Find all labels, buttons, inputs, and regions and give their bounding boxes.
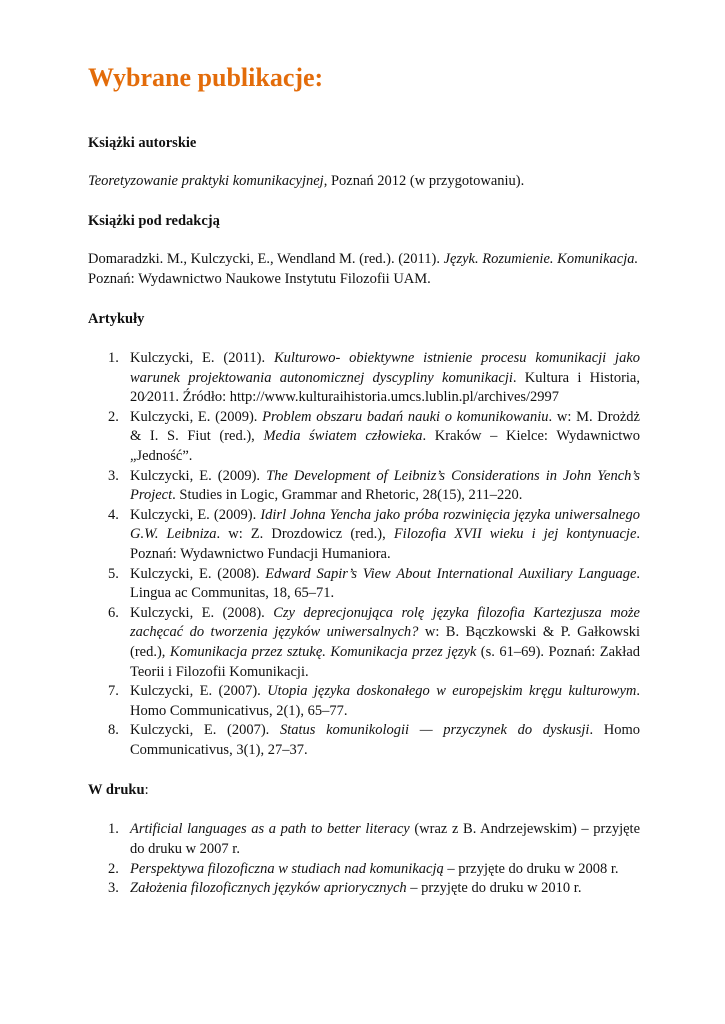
books-edited-entry <box>88 249 640 289</box>
item-title: Artificial languages as a path to better literacy <box>130 821 410 838</box>
section-heading-in-press <box>88 780 640 800</box>
list-item <box>88 565 640 604</box>
item-details: . Homo Communicativus, 3(1), 27–37. <box>130 722 640 758</box>
entry-publisher: Poznań: Wydawnictwo Naukowe Instytutu Filozofii UAM. <box>88 271 431 287</box>
list-number: 3. <box>108 467 119 484</box>
list-number: 5. <box>108 565 119 582</box>
document-page <box>88 60 640 899</box>
list-number: 3. <box>108 880 119 897</box>
item-details: . Kultura i Historia, 20⁄2011. Źródło: http://www.kulturaihistoria.umcs.lublin.pl/archives/2997 <box>130 369 640 406</box>
list-item <box>88 820 640 859</box>
section-heading-books-edited: Książki pod redakcją <box>88 213 220 229</box>
item-book-title: Media światem człowieka <box>263 428 423 445</box>
entry-authors: Domaradzki. M., Kulczycki, E., Wendland M. (red.). (2011). <box>88 251 444 267</box>
list-number: 2. <box>108 408 119 425</box>
entry-details: , Poznań 2012 (w przygotowaniu). <box>323 173 525 189</box>
item-title: Idirl Johna Yencha jako próba rozwinięcia języka uniwersalnego G.W. Leibniza <box>130 506 640 543</box>
item-authors: Kulczycki, E. (2009). <box>130 506 261 523</box>
item-authors: Kulczycki, E. (2008). <box>130 604 274 621</box>
entry-title: Teoretyzowanie praktyki komunikacyjnej <box>88 173 324 189</box>
item-book-title: Komunikacja przez sztukę. Komunikacja przez język <box>169 643 477 660</box>
articles-list <box>88 349 640 760</box>
item-publisher: . Kraków – Kielce: Wydawnictwo „Jedność”. <box>130 428 640 464</box>
item-title: The Development of Leibniz’s Considerations in John Yench’s Project <box>130 467 640 504</box>
item-details: w: B. Bączkowski & P. Gałkowski (red.), <box>130 624 640 660</box>
list-number: 8. <box>108 722 119 739</box>
list-item <box>88 349 640 408</box>
item-title: Perspektywa filozoficzna w studiach nad komunikacją <box>130 860 444 877</box>
item-publisher: . Poznań: Wydawnictwo Fundacji Humaniora. <box>130 526 641 562</box>
item-book-title: Filozofia XVII wieku i jej kontynuacje <box>393 526 637 543</box>
item-details: . Lingua ac Communitas, 18, 65–71. <box>130 565 640 602</box>
item-details: – przyjęte do druku w 2010 r. <box>406 880 582 897</box>
list-number: 1. <box>108 350 119 366</box>
list-item <box>88 467 640 506</box>
item-details: . w: M. Drożdż & I. S. Fiut (red.), <box>130 408 640 445</box>
list-number: 2. <box>108 860 119 877</box>
section-heading-books-author: Książki autorskie <box>88 135 197 151</box>
item-title: Status komunikologii — przyczynek do dyskusji <box>279 722 590 739</box>
list-number: 7. <box>108 683 119 700</box>
in-press-heading-colon: : <box>144 782 149 799</box>
item-title: Edward Sapir’s View About International Auxiliary Language <box>265 565 637 582</box>
item-details: . Homo Communicativus, 2(1), 65–77. <box>130 683 641 719</box>
section-heading-articles: Artykuły <box>88 311 145 327</box>
list-item <box>88 860 640 880</box>
item-title: Założenia filozoficznych języków apriorycznych <box>130 880 407 897</box>
in-press-list <box>88 820 640 898</box>
list-item <box>88 604 640 682</box>
item-title: Kulturowo- obiektywne istnienie procesu komunikacji jako warunek projektowania autonomicznej dyscypliny komunikacji <box>130 350 641 386</box>
item-title: Czy deprecjonująca rolę języka filozofia Kartezjusza może zachęcać do tworzenia języków uniwersalnych? <box>130 604 640 641</box>
page-title: Wybrane publikacje: <box>88 63 324 92</box>
item-authors: Kulczycki, E. (2008). <box>130 565 266 582</box>
list-number: 6. <box>108 604 119 621</box>
in-press-heading-text: W druku <box>88 782 145 799</box>
list-item <box>88 682 640 721</box>
item-title: Problem obszaru badań nauki o komunikowaniu <box>262 408 549 425</box>
list-item <box>88 721 640 760</box>
item-authors: Kulczycki, E. (2009). <box>130 408 263 425</box>
list-item <box>88 408 640 467</box>
item-details: – przyjęte do druku w 2008 r. <box>443 860 619 877</box>
item-details: . Studies in Logic, Grammar and Rhetoric, 28(15), 211–220. <box>172 487 523 504</box>
item-publisher: (s. 61–69). Poznań: Zakład Teorii i Filozofii Komunikacji. <box>130 643 641 680</box>
item-authors: Kulczycki, E. (2011). <box>130 350 274 366</box>
list-number: 4. <box>108 506 119 523</box>
list-item <box>88 879 640 899</box>
list-item <box>88 506 640 565</box>
item-title: Utopia języka doskonałego w europejskim kręgu kulturowym <box>267 683 637 700</box>
item-authors: Kulczycki, E. (2009). <box>130 467 267 484</box>
item-details: (wraz z B. Andrzejewskim) – przyjęte do druku w 2007 r. <box>130 821 641 858</box>
entry-title: Język. Rozumienie. Komunikacja. <box>443 251 639 267</box>
item-authors: Kulczycki, E. (2007). <box>130 683 268 700</box>
books-author-entry <box>88 171 640 191</box>
item-authors: Kulczycki, E. (2007). <box>130 722 280 739</box>
item-details: . w: Z. Drozdowicz (red.), <box>216 526 394 543</box>
list-number: 1. <box>108 821 119 838</box>
